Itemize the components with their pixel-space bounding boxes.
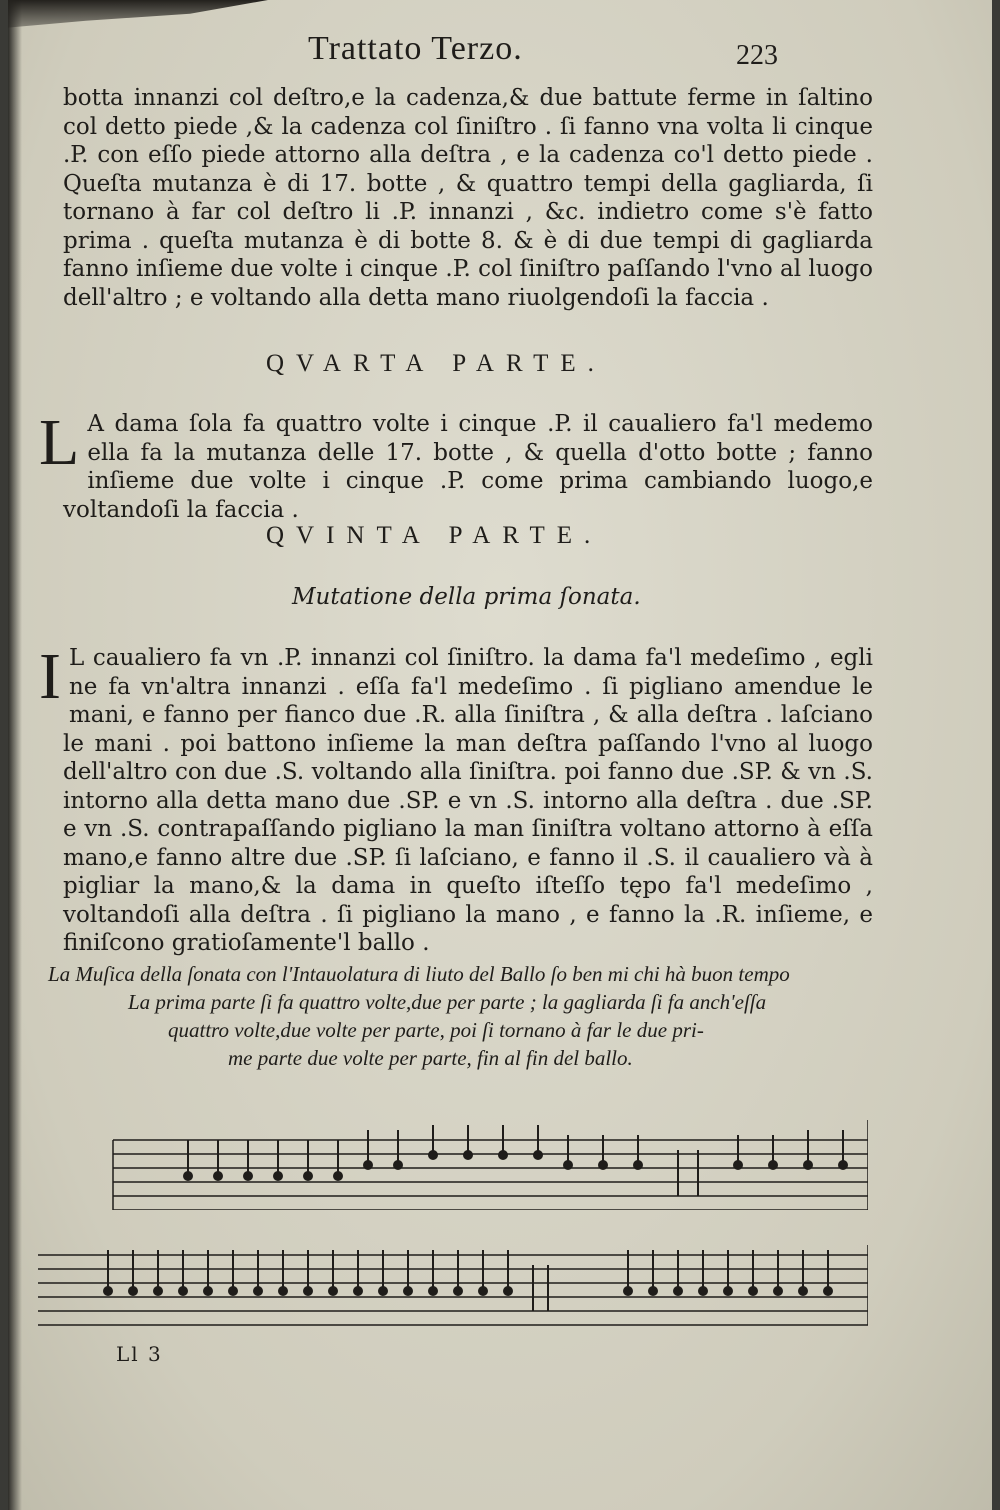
quinta-parte-paragraph: L caualiero fa vn .P. innanzi col ſiniſtro. la dama fa'l medeſimo , egli ne fa vn'altra innanzi . eſſa fa'l medeſimo . ſi pigliano amendue le mani, e fanno per fianco due .R. alla ſiniſtra , & alla deſtra . laſciano le mani . poi battono inſieme la man deſtra paſſando l'vno al luogo dell'altro con due .S. voltando alla ſiniſtra. poi fanno due .SP. & vn .S. intorno alla detta mano due .SP. e vn .S. intorno alla deſtra . due .SP. e vn .S. contrapaſſando pigliano la man ſiniſtra voltano attorno à eſſa mano,e fanno altre due .SP. ſi laſciano, e fanno il .S. il caualiero và à pigliar la mano,& la dama in queſto iſteſſo tępo fa'l medeſimo , voltandoſi alla deſtra . ſi pigliano la mano , e fanno la .R. inſieme, e finiſcono gratioſamente'l ballo . xyxy=(63,645,873,956)
dropcap-l: L xyxy=(39,406,80,479)
page-number: 223 xyxy=(736,40,778,71)
book-page xyxy=(8,0,992,1510)
music-note xyxy=(48,960,868,1072)
quarta-parte-paragraph: A dama ſola fa quattro volte i cinque .P. il caualiero fa'l medemo ella fa la mutanza delle 17. botte , & quella d'otto botte ; fanno inſieme due volte i cinque .P. come prima cambiando luogo,e voltandoſi la faccia . xyxy=(63,411,873,523)
quinta-parte-text xyxy=(39,640,873,958)
heading-quinta-parte: QVINTA PARTE. xyxy=(266,522,603,549)
running-title: Trattato Terzo. xyxy=(308,30,523,67)
quarta-parte-text xyxy=(39,406,873,524)
previous-part-text xyxy=(63,84,873,312)
signature-mark: Ll 3 xyxy=(116,1342,163,1366)
music-note-line-4: me parte due volte per parte, fin al fin del ballo. xyxy=(228,1046,633,1070)
subheading-mutatione: Mutatione della prima ſonata. xyxy=(292,584,641,610)
music-note-line-2: La prima parte ſi fa quattro volte,due per parte ; la gagliarda ſi fa anch'eſſa xyxy=(128,990,767,1014)
lute-tablature-system-1 xyxy=(38,1110,868,1210)
heading-quarta-parte: QVARTA PARTE. xyxy=(266,350,606,377)
lute-tablature-system-2 xyxy=(38,1225,868,1335)
previous-part-paragraph: botta innanzi col deſtro,e la cadenza,& due battute ferme in ſaltino col detto piede ,& la cadenza col ſiniſtro . ſi fanno vna volta li cinque .P. con eſſo piede attorno alla deſtra , e la cadenza co'l detto piede . Queſta mutanza è di 17. botte , & quattro tempi della gagliarda, ſi tornano à far col deſtro li .P. innanzi , &c. indietro come s'è fatto prima . queſta mutanza è di botte 8. & è di due tempi di gagliarda fanno inſieme due volte i cinque .P. col ſiniſtro paſſando l'vno al luogo dell'altro ; e voltando alla detta mano riuolgendoſi la faccia . xyxy=(63,85,873,311)
binding-shadow xyxy=(8,0,22,1510)
music-note-line-1: La Muſica della ſonata con l'Intauolatura di liuto del Ballo ſo ben mi chi hà buon tempo xyxy=(48,962,790,986)
ink-stain xyxy=(8,0,268,46)
dropcap-i: I xyxy=(39,640,61,713)
music-note-line-3: quattro volte,due volte per parte, poi ſi tornano à far le due pri- xyxy=(168,1018,704,1042)
